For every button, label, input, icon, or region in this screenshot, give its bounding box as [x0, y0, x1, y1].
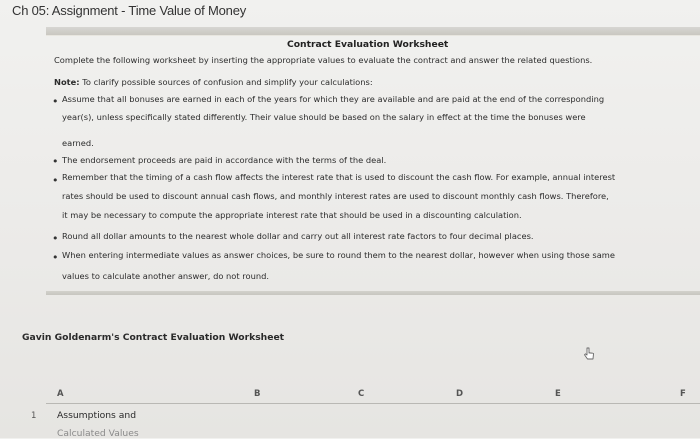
note-label: Note:: [54, 77, 80, 87]
cell-a1-label-continued: Calculated Values: [57, 428, 139, 439]
bullet-4-line-1: Round all dollar amounts to the nearest whole dollar and carry out all interest rate factors to four decimal places.: [62, 231, 534, 241]
top-divider: [46, 27, 700, 35]
bullet-dot: •: [52, 95, 59, 108]
column-header-f[interactable]: F: [680, 389, 686, 399]
bullet-dot: •: [52, 251, 59, 264]
bullet-3-line-3: it may be necessary to compute the appropriate interest rate that should be used in a discounting calculation.: [62, 210, 522, 220]
bullet-2-line-1: The endorsement proceeds are paid in accordance with the terms of the deal.: [62, 155, 387, 165]
column-header-a[interactable]: A: [57, 389, 64, 399]
cell-a1-label: Assumptions and: [57, 410, 137, 421]
bullet-dot: •: [52, 232, 59, 245]
mid-divider: [46, 291, 700, 295]
column-header-c[interactable]: C: [358, 389, 365, 399]
note-line: [54, 77, 373, 87]
bullet-5-line-1: When entering intermediate values as answer choices, be sure to round them to the nearest dollar, however when using those same: [62, 250, 615, 260]
header-row-divider: [46, 403, 700, 404]
assignment-title: Ch 05: Assignment - Time Value of Money: [12, 3, 247, 18]
bullet-5-line-2: values to calculate another answer, do not round.: [62, 271, 270, 281]
note-text: To clarify possible sources of confusion and simplify your calculations:: [79, 77, 373, 87]
column-header-d[interactable]: D: [456, 389, 464, 399]
row-number: 1: [31, 411, 37, 421]
bullet-3-line-1: Remember that the timing of a cash flow affects the interest rate that is used to discount the cash flow. For example, annual interest: [62, 172, 616, 182]
bullet-1-line-3: earned.: [62, 138, 94, 148]
bullet-3-line-2: rates should be used to discount annual cash flows, and monthly interest rates are used to discount monthly cash flows. Therefore,: [62, 191, 609, 201]
bullet-1-line-1: Assume that all bonuses are earned in each of the years for which they are available and are paid at the end of the corresponding: [62, 94, 605, 104]
bullet-dot: •: [52, 155, 59, 168]
column-header-b[interactable]: B: [254, 389, 261, 399]
hand-pointer-icon: [582, 346, 596, 365]
intro-text: Complete the following worksheet by inserting the appropriate values to evaluate the contract and answer the related questions.: [54, 55, 593, 65]
bullet-dot: •: [52, 174, 59, 187]
worksheet-heading: Contract Evaluation Worksheet: [287, 39, 449, 50]
sheet-title: Gavin Goldenarm's Contract Evaluation Worksheet: [22, 332, 285, 343]
bullet-1-line-2: year(s), unless specifically stated differently. Their value should be based on the salary in effect at the time the bonuses were: [62, 112, 586, 122]
column-header-e[interactable]: E: [555, 389, 561, 399]
